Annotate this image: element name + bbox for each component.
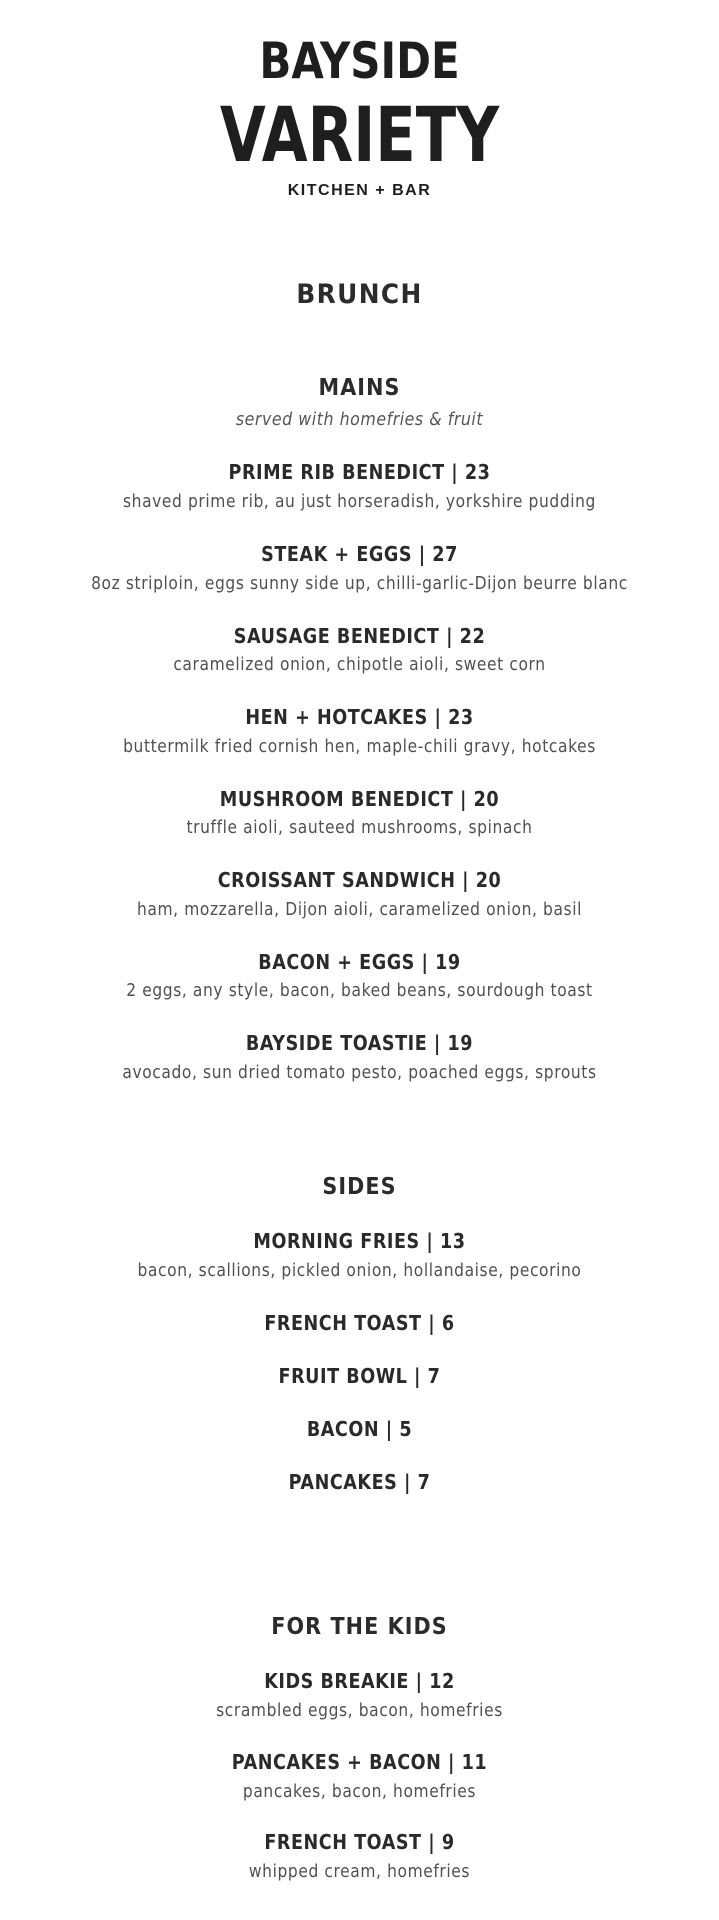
section-note-mains: served with homefries & fruit <box>235 409 484 430</box>
menu-item-name: CROISSANT SANDWICH | 20 <box>217 868 502 892</box>
menu-item-description: bacon, scallions, pickled onion, hollandaise, pecorino <box>137 1260 582 1281</box>
menu-item-description: pancakes, bacon, homefries <box>242 1781 477 1802</box>
menu-item-description: scrambled eggs, bacon, homefries <box>216 1700 503 1721</box>
menu-item-name: HEN + HOTCAKES | 23 <box>245 705 474 729</box>
menu-item-name: PANCAKES | 7 <box>288 1470 431 1494</box>
menu-item-name: PRIME RIB BENEDICT | 23 <box>228 460 491 484</box>
menu-item-name: FRENCH TOAST | 9 <box>264 1830 455 1854</box>
menu-item-name: BACON + EGGS | 19 <box>258 950 461 974</box>
menu-item-description: caramelized onion, chipotle aioli, sweet corn <box>173 654 546 675</box>
menu-item-name: PANCAKES + BACON | 11 <box>231 1750 488 1774</box>
menu-item-name: MUSHROOM BENEDICT | 20 <box>219 787 500 811</box>
menu-item-description: shaved prime rib, au just horseradish, yorkshire pudding <box>122 491 597 512</box>
menu-item-description: whipped cream, homefries <box>248 1861 471 1882</box>
logo-variety: VARIETY <box>219 90 500 179</box>
menu-item-description: truffle aioli, sauteed mushrooms, spinach <box>186 817 533 838</box>
menu-item-description: avocado, sun dried tomato pesto, poached eggs, sprouts <box>122 1062 597 1083</box>
menu-item-description: 8oz striploin, eggs sunny side up, chilli-garlic-Dijon beurre blanc <box>91 573 628 594</box>
menu-item-name: BACON | 5 <box>306 1417 413 1441</box>
section-title-kids: FOR THE KIDS <box>271 1614 448 1640</box>
logo-tagline: KITCHEN + BAR <box>287 182 432 199</box>
menu-title: BRUNCH <box>296 279 423 310</box>
section-title-mains: MAINS <box>318 375 401 401</box>
menu-item-description: ham, mozzarella, Dijon aioli, caramelized onion, basil <box>136 899 583 920</box>
menu-item-name: FRUIT BOWL | 7 <box>278 1364 441 1388</box>
menu-item-name: SAUSAGE BENEDICT | 22 <box>233 624 486 648</box>
menu-item-name: KIDS BREAKIE | 12 <box>264 1669 455 1693</box>
menu-item-name: BAYSIDE TOASTIE | 19 <box>245 1031 474 1055</box>
menu-item-description: 2 eggs, any style, bacon, baked beans, sourdough toast <box>126 980 593 1001</box>
section-title-sides: SIDES <box>322 1174 397 1200</box>
menu-item-name: STEAK + EGGS | 27 <box>261 542 458 566</box>
menu-item-name: FRENCH TOAST | 6 <box>264 1311 455 1335</box>
menu-item-description: buttermilk fried cornish hen, maple-chili gravy, hotcakes <box>123 736 596 757</box>
menu-item-name: MORNING FRIES | 13 <box>253 1229 466 1253</box>
logo-bayside: BAYSIDE <box>259 32 460 90</box>
